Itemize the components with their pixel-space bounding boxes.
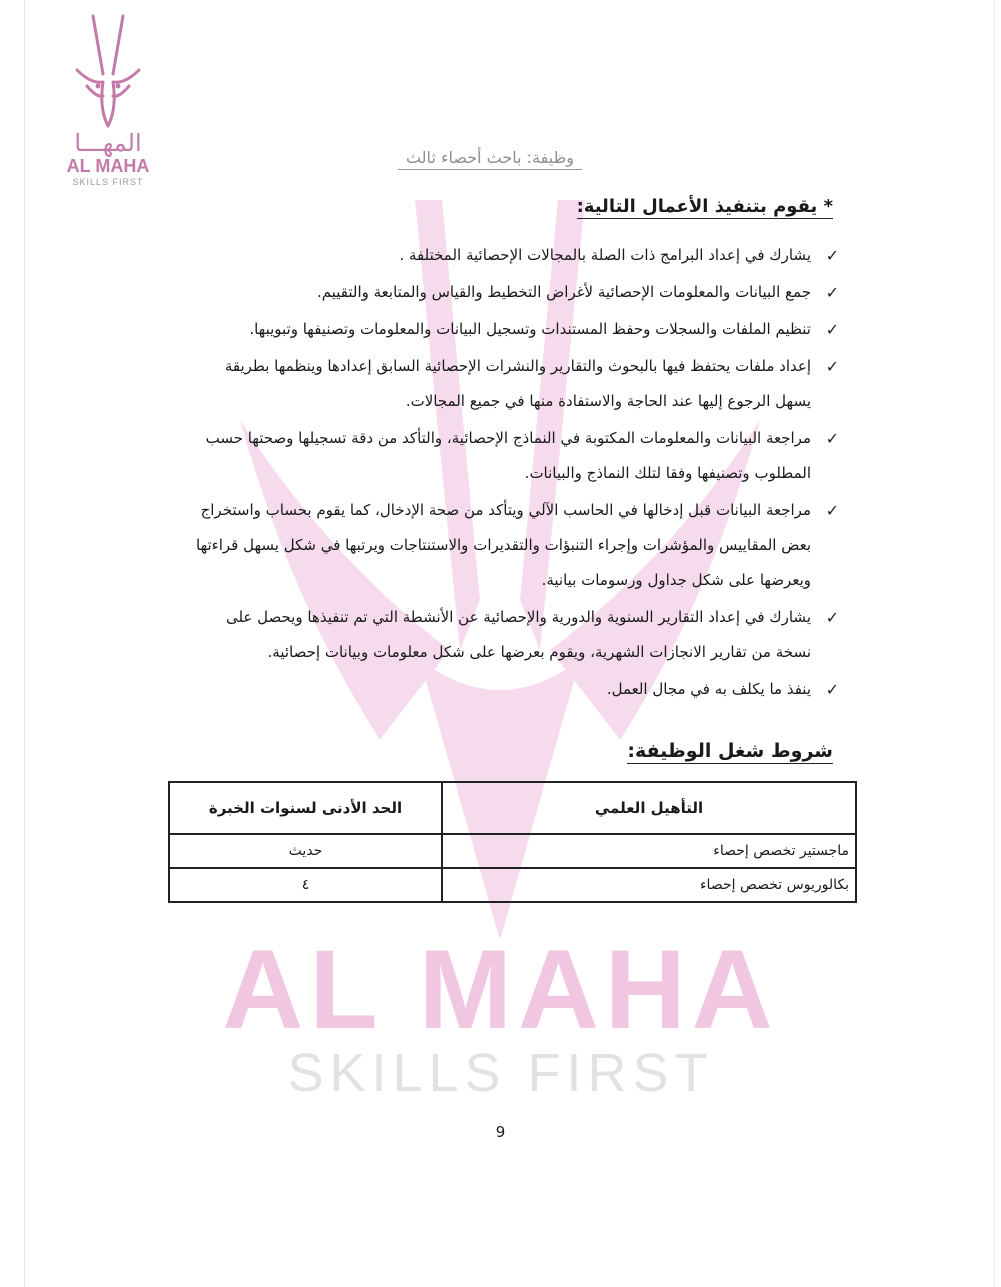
logo-arabic-name: المهـــا xyxy=(74,129,142,157)
duties-heading: * يقوم بتنفيذ الأعمال التالية: xyxy=(576,196,833,217)
list-item xyxy=(186,421,841,491)
duty-text: يشارك في إعداد التقارير السنوية والدورية والإحصائية عن الأنشطة التي تم تنفيذها ويحصل على نسخة من تقارير الانجازات الشهرية، ويقوم بعرضها على شكل معلومات وبيانات إحصائية. xyxy=(225,608,811,661)
experience-cell: حديث xyxy=(169,834,442,868)
duty-text: مراجعة البيانات والمعلومات المكتوبة في النماذج الإحصائية، والتأكد من دقة تسجيلها وصحتها حسب المطلوب وتصنيفها وفقا لتلك النماذج والبيانات. xyxy=(205,429,811,482)
duty-text: تنظيم الملفات والسجلات وحفظ المستندات وتسجيل البيانات والمعلومات وتصنيفها وتبويبها. xyxy=(249,320,811,338)
requirements-heading: شروط شغل الوظيفة: xyxy=(627,740,833,762)
duty-text: جمع البيانات والمعلومات الإحصائية لأغراض التخطيط والقياس والمتابعة والتقييم. xyxy=(316,283,811,301)
logo-tagline: SKILLS FIRST xyxy=(72,177,144,187)
duty-text: إعداد ملفات يحتفظ فيها بالبحوث والتقارير والنشرات الإحصائية السابق إعدادها وينظمها بطريقة يسهل الرجوع إليها عند الحاجة والاستفادة منها في جميع المجالات. xyxy=(224,357,811,410)
list-item xyxy=(186,349,841,419)
check-icon: ✓ xyxy=(825,320,839,339)
job-title: وظيفة: باحث أحصاء ثالث xyxy=(380,148,600,170)
page-number: 9 xyxy=(495,1123,506,1141)
experience-header: الحد الأدنى لسنوات الخبرة xyxy=(169,782,442,834)
check-icon: ✓ xyxy=(825,429,839,448)
qualification-header: التأهيل العلمي xyxy=(442,782,856,834)
qualification-cell: ماجستير تخصص إحصاء xyxy=(442,834,856,868)
duty-text: يشارك في إعداد البرامج ذات الصلة بالمجالات الإحصائية المختلفة . xyxy=(399,246,811,264)
list-item xyxy=(186,672,841,707)
check-icon: ✓ xyxy=(825,501,839,520)
al-maha-logo xyxy=(54,12,162,192)
qualification-cell: بكالوريوس تخصص إحصاء xyxy=(442,868,856,902)
watermark-main-text: AL MAHA xyxy=(222,927,779,1052)
check-icon: ✓ xyxy=(825,357,839,376)
experience-cell: ٤ xyxy=(169,868,442,902)
logo-english-name: AL MAHA xyxy=(66,156,150,176)
duties-list xyxy=(186,238,841,709)
list-item xyxy=(186,275,841,310)
duty-text: مراجعة البيانات قبل إدخالها في الحاسب الآلي ويتأكد من صحة الإدخال، كما يقوم بحساب واستخراج بعض المقاييس والمؤشرات وإجراء التنبؤات والتقديرات والاستنتاجات ويرتبها في شكل يسهل قراءتها ويعرضها على شكل جداول ورسومات بيانية. xyxy=(196,501,811,589)
list-item xyxy=(186,312,841,347)
duty-text: ينفذ ما يكلف به في مجال العمل. xyxy=(606,680,811,698)
list-item xyxy=(186,600,841,670)
gazelle-logo-icon xyxy=(63,12,153,130)
check-icon: ✓ xyxy=(825,246,839,265)
list-item xyxy=(186,493,841,598)
requirements-table xyxy=(168,781,857,903)
list-item xyxy=(186,238,841,273)
table-header-row xyxy=(169,782,856,834)
check-icon: ✓ xyxy=(825,608,839,627)
table-row xyxy=(169,868,856,902)
watermark-sub-text: SKILLS FIRST xyxy=(287,1043,714,1103)
check-icon: ✓ xyxy=(825,283,839,302)
table-row xyxy=(169,834,856,868)
check-icon: ✓ xyxy=(825,680,839,699)
